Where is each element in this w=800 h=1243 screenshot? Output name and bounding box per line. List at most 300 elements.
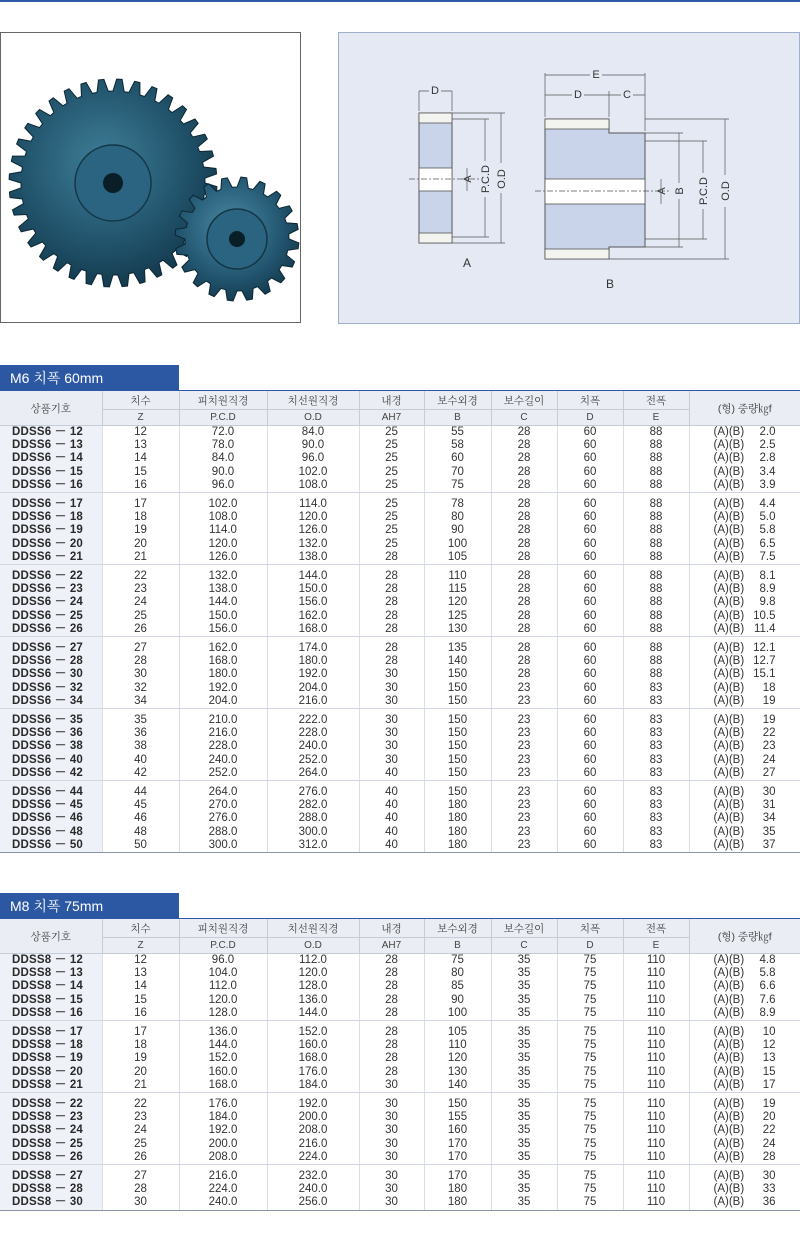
cell-hubdia: 60 xyxy=(424,452,491,465)
cell-hublen: 35 xyxy=(491,967,557,980)
cell-total: 83 xyxy=(623,682,689,695)
cell-bore: 28 xyxy=(359,655,424,668)
cell-weight xyxy=(689,610,800,623)
cell-pcd: 192.0 xyxy=(179,1124,267,1137)
cell-face: 60 xyxy=(557,637,623,656)
table-row xyxy=(0,565,800,584)
cell-pcd: 300.0 xyxy=(179,839,267,853)
cell-hubdia: 150 xyxy=(424,727,491,740)
cell-pcd: 216.0 xyxy=(179,1165,267,1184)
cell-face: 60 xyxy=(557,839,623,853)
cell-bore: 30 xyxy=(359,1093,424,1112)
cell-face: 60 xyxy=(557,682,623,695)
cell-od: 228.0 xyxy=(267,727,359,740)
gear-type: (A)(B) xyxy=(713,668,745,681)
cell-od: 102.0 xyxy=(267,466,359,479)
weight-value: 33 xyxy=(762,1183,776,1196)
table-row xyxy=(0,479,800,493)
cell-weight xyxy=(689,980,800,993)
cell-total: 83 xyxy=(623,695,689,709)
gear-type: (A)(B) xyxy=(713,967,745,980)
col-face: D xyxy=(557,938,623,954)
product-code: DDSS6 － 22 xyxy=(0,565,102,584)
cell-hubdia: 150 xyxy=(424,781,491,800)
cell-z: 15 xyxy=(102,466,179,479)
cell-hubdia: 150 xyxy=(424,682,491,695)
cell-hubdia: 150 xyxy=(424,1093,491,1112)
product-code: DDSS8 － 16 xyxy=(0,1007,102,1021)
cell-z: 30 xyxy=(102,668,179,681)
cell-weight xyxy=(689,799,800,812)
weight-value: 8.9 xyxy=(759,1006,776,1019)
cell-bore: 25 xyxy=(359,511,424,524)
cell-pcd: 204.0 xyxy=(179,695,267,709)
weight-value: 22 xyxy=(762,1124,776,1137)
cell-od: 108.0 xyxy=(267,479,359,493)
cell-total: 110 xyxy=(623,1165,689,1184)
col-hubdia: B xyxy=(424,938,491,954)
col-od-kr: 치선원직경 xyxy=(267,919,359,938)
cell-od: 174.0 xyxy=(267,637,359,656)
col-hubdia: B xyxy=(424,410,491,426)
cell-hubdia: 150 xyxy=(424,754,491,767)
table-row xyxy=(0,799,800,812)
gear-type: (A)(B) xyxy=(713,1170,745,1183)
table-row xyxy=(0,610,800,623)
type-b-section xyxy=(535,68,732,291)
cell-z: 12 xyxy=(102,426,179,440)
cell-bore: 28 xyxy=(359,980,424,993)
cell-total: 83 xyxy=(623,799,689,812)
cell-od: 224.0 xyxy=(267,1151,359,1165)
cell-face: 60 xyxy=(557,610,623,623)
product-code: DDSS6 － 24 xyxy=(0,596,102,609)
cell-od: 168.0 xyxy=(267,1052,359,1065)
cell-hubdia: 110 xyxy=(424,1039,491,1052)
weight-value: 36 xyxy=(762,1196,776,1209)
cell-weight xyxy=(689,596,800,609)
cell-bore: 30 xyxy=(359,1196,424,1210)
cell-z: 19 xyxy=(102,524,179,537)
cell-od: 156.0 xyxy=(267,596,359,609)
cell-z: 28 xyxy=(102,1183,179,1196)
cell-hublen: 28 xyxy=(491,426,557,440)
cell-hubdia: 140 xyxy=(424,655,491,668)
cell-weight xyxy=(689,695,800,709)
cell-hublen: 28 xyxy=(491,655,557,668)
cell-z: 34 xyxy=(102,695,179,709)
cell-bore: 28 xyxy=(359,1007,424,1021)
cell-pcd: 264.0 xyxy=(179,781,267,800)
weight-value: 15.1 xyxy=(753,668,776,681)
gear-type: (A)(B) xyxy=(713,452,745,465)
cell-od: 264.0 xyxy=(267,767,359,781)
cell-z: 21 xyxy=(102,1079,179,1093)
cell-weight xyxy=(689,493,800,512)
cell-total: 88 xyxy=(623,538,689,551)
cell-face: 75 xyxy=(557,1093,623,1112)
cell-face: 60 xyxy=(557,812,623,825)
cell-bore: 30 xyxy=(359,1111,424,1124)
cell-pcd: 120.0 xyxy=(179,538,267,551)
cell-weight xyxy=(689,655,800,668)
cell-z: 13 xyxy=(102,967,179,980)
cell-z: 40 xyxy=(102,754,179,767)
cell-hublen: 23 xyxy=(491,754,557,767)
weight-value: 15 xyxy=(762,1065,776,1078)
product-code: DDSS6 － 20 xyxy=(0,538,102,551)
cell-total: 88 xyxy=(623,511,689,524)
cell-face: 75 xyxy=(557,1111,623,1124)
table-row xyxy=(0,637,800,656)
cell-od: 126.0 xyxy=(267,524,359,537)
product-code: DDSS6 － 45 xyxy=(0,799,102,812)
cell-bore: 25 xyxy=(359,452,424,465)
cell-bore: 28 xyxy=(359,610,424,623)
weight-value: 6.5 xyxy=(759,537,776,550)
col-z: Z xyxy=(102,938,179,954)
cell-weight xyxy=(689,1183,800,1196)
cell-od: 240.0 xyxy=(267,740,359,753)
product-code: DDSS6 － 18 xyxy=(0,511,102,524)
cell-face: 60 xyxy=(557,551,623,565)
cell-face: 60 xyxy=(557,623,623,637)
cell-hubdia: 85 xyxy=(424,980,491,993)
cell-z: 12 xyxy=(102,954,179,968)
cell-face: 60 xyxy=(557,452,623,465)
cell-face: 60 xyxy=(557,426,623,440)
table-row xyxy=(0,781,800,800)
cell-total: 88 xyxy=(623,551,689,565)
cell-total: 88 xyxy=(623,479,689,493)
gear-type: (A)(B) xyxy=(713,954,745,966)
cell-hubdia: 90 xyxy=(424,524,491,537)
cell-z: 23 xyxy=(102,583,179,596)
col-z-kr: 치수 xyxy=(102,391,179,410)
cell-total: 88 xyxy=(623,583,689,596)
cell-z: 17 xyxy=(102,1021,179,1040)
cell-face: 75 xyxy=(557,967,623,980)
cell-hublen: 35 xyxy=(491,994,557,1007)
cell-hublen: 28 xyxy=(491,623,557,637)
cell-bore: 30 xyxy=(359,1079,424,1093)
table-row xyxy=(0,493,800,512)
gear-type: (A)(B) xyxy=(713,825,745,838)
product-code: DDSS6 － 15 xyxy=(0,466,102,479)
cell-hubdia: 125 xyxy=(424,610,491,623)
cell-pcd: 144.0 xyxy=(179,1039,267,1052)
cell-face: 75 xyxy=(557,994,623,1007)
weight-value: 5.8 xyxy=(759,524,776,537)
cell-hublen: 35 xyxy=(491,1021,557,1040)
gear-type: (A)(B) xyxy=(713,537,745,550)
cell-bore: 30 xyxy=(359,1165,424,1184)
cell-hubdia: 105 xyxy=(424,1021,491,1040)
cell-hublen: 28 xyxy=(491,466,557,479)
cell-hubdia: 115 xyxy=(424,583,491,596)
cell-hublen: 28 xyxy=(491,565,557,584)
cell-pcd: 168.0 xyxy=(179,1079,267,1093)
cell-hublen: 28 xyxy=(491,524,557,537)
table-row xyxy=(0,709,800,728)
cell-pcd: 176.0 xyxy=(179,1093,267,1112)
gear-type: (A)(B) xyxy=(713,1052,745,1065)
cell-od: 180.0 xyxy=(267,655,359,668)
spur-gear-photo-icon xyxy=(1,33,301,323)
gear-type: (A)(B) xyxy=(713,1111,745,1124)
cell-pcd: 96.0 xyxy=(179,479,267,493)
weight-value: 12 xyxy=(762,1039,776,1052)
table-row xyxy=(0,551,800,565)
table-row xyxy=(0,812,800,825)
cell-hubdia: 130 xyxy=(424,623,491,637)
cell-face: 60 xyxy=(557,583,623,596)
cell-face: 75 xyxy=(557,1079,623,1093)
col-bore-kr: 내경 xyxy=(359,919,424,938)
cell-pcd: 180.0 xyxy=(179,668,267,681)
col-hubdia-kr: 보수외경 xyxy=(424,919,491,938)
col-hublen-kr: 보수길이 xyxy=(491,919,557,938)
col-od: O.D xyxy=(267,938,359,954)
gear-type: (A)(B) xyxy=(713,550,745,563)
table-row xyxy=(0,994,800,1007)
weight-value: 9.8 xyxy=(759,596,776,609)
cell-pcd: 84.0 xyxy=(179,452,267,465)
cell-z: 22 xyxy=(102,1093,179,1112)
weight-value: 4.4 xyxy=(759,498,776,511)
cell-pcd: 150.0 xyxy=(179,610,267,623)
gear-type: (A)(B) xyxy=(713,498,745,511)
spec-table-m8 xyxy=(0,919,800,1211)
gear-type: (A)(B) xyxy=(713,727,745,740)
product-code: DDSS8 － 27 xyxy=(0,1165,102,1184)
cell-weight xyxy=(689,967,800,980)
cell-z: 14 xyxy=(102,980,179,993)
cell-hubdia: 150 xyxy=(424,740,491,753)
cell-od: 144.0 xyxy=(267,1007,359,1021)
cell-hublen: 35 xyxy=(491,1196,557,1210)
table-row xyxy=(0,524,800,537)
table-row xyxy=(0,1111,800,1124)
cell-od: 208.0 xyxy=(267,1124,359,1137)
weight-value: 8.1 xyxy=(759,570,776,583)
cell-pcd: 162.0 xyxy=(179,637,267,656)
cell-od: 276.0 xyxy=(267,781,359,800)
cell-face: 75 xyxy=(557,1183,623,1196)
weight-value: 31 xyxy=(762,799,776,812)
cell-od: 240.0 xyxy=(267,1183,359,1196)
cell-weight xyxy=(689,812,800,825)
product-code: DDSS6 － 19 xyxy=(0,524,102,537)
cell-pcd: 90.0 xyxy=(179,466,267,479)
weight-value: 12.1 xyxy=(753,642,776,655)
cell-pcd: 156.0 xyxy=(179,623,267,637)
cell-weight xyxy=(689,1021,800,1040)
cell-bore: 28 xyxy=(359,1039,424,1052)
cell-bore: 25 xyxy=(359,538,424,551)
cell-pcd: 138.0 xyxy=(179,583,267,596)
cell-od: 120.0 xyxy=(267,511,359,524)
cell-hublen: 23 xyxy=(491,727,557,740)
cell-face: 60 xyxy=(557,511,623,524)
cell-total: 110 xyxy=(623,980,689,993)
cell-od: 84.0 xyxy=(267,426,359,440)
cell-bore: 28 xyxy=(359,1021,424,1040)
gear-type: (A)(B) xyxy=(713,799,745,812)
col-total-kr: 전폭 xyxy=(623,391,689,410)
product-code: DDSS6 － 48 xyxy=(0,826,102,839)
cell-hubdia: 155 xyxy=(424,1111,491,1124)
cell-total: 88 xyxy=(623,565,689,584)
cell-od: 90.0 xyxy=(267,439,359,452)
cell-weight xyxy=(689,426,800,440)
cell-od: 300.0 xyxy=(267,826,359,839)
cell-hubdia: 90 xyxy=(424,994,491,1007)
cell-hubdia: 130 xyxy=(424,1066,491,1079)
cell-pcd: 200.0 xyxy=(179,1138,267,1151)
cell-bore: 40 xyxy=(359,781,424,800)
cell-od: 150.0 xyxy=(267,583,359,596)
gear-type: (A)(B) xyxy=(713,740,745,753)
cell-hubdia: 170 xyxy=(424,1151,491,1165)
table-row xyxy=(0,954,800,968)
cell-face: 75 xyxy=(557,1124,623,1137)
cell-od: 192.0 xyxy=(267,1093,359,1112)
cell-hubdia: 58 xyxy=(424,439,491,452)
cell-face: 60 xyxy=(557,668,623,681)
cell-hubdia: 170 xyxy=(424,1165,491,1184)
table-row xyxy=(0,967,800,980)
weight-value: 3.4 xyxy=(759,465,776,478)
cell-total: 88 xyxy=(623,452,689,465)
cell-bore: 30 xyxy=(359,740,424,753)
cell-weight xyxy=(689,994,800,1007)
cell-weight xyxy=(689,524,800,537)
col-total: E xyxy=(623,938,689,954)
cell-total: 83 xyxy=(623,740,689,753)
cell-weight xyxy=(689,709,800,728)
table-row xyxy=(0,740,800,753)
cell-hubdia: 105 xyxy=(424,551,491,565)
cell-hubdia: 150 xyxy=(424,695,491,709)
cell-weight xyxy=(689,1093,800,1112)
weight-value: 30 xyxy=(762,786,776,799)
cell-hublen: 23 xyxy=(491,709,557,728)
cell-bore: 40 xyxy=(359,767,424,781)
section-title-m8: M8 치폭 75mm xyxy=(0,893,179,919)
col-hublen-kr: 보수길이 xyxy=(491,391,557,410)
cell-hubdia: 180 xyxy=(424,1196,491,1210)
cell-pcd: 120.0 xyxy=(179,994,267,1007)
cell-total: 110 xyxy=(623,1021,689,1040)
cell-hublen: 28 xyxy=(491,551,557,565)
cell-total: 88 xyxy=(623,524,689,537)
product-code: DDSS6 － 23 xyxy=(0,583,102,596)
cell-od: 136.0 xyxy=(267,994,359,1007)
product-code: DDSS8 － 18 xyxy=(0,1039,102,1052)
cell-pcd: 184.0 xyxy=(179,1111,267,1124)
cell-bore: 28 xyxy=(359,1052,424,1065)
cell-weight xyxy=(689,781,800,800)
cell-weight xyxy=(689,511,800,524)
cell-bore: 40 xyxy=(359,812,424,825)
cell-z: 22 xyxy=(102,565,179,584)
cell-z: 16 xyxy=(102,1007,179,1021)
weight-value: 28 xyxy=(762,1150,776,1163)
cell-z: 20 xyxy=(102,1066,179,1079)
cell-hubdia: 180 xyxy=(424,1183,491,1196)
gear-type: (A)(B) xyxy=(713,812,745,825)
weight-value: 7.5 xyxy=(759,550,776,563)
cell-od: 132.0 xyxy=(267,538,359,551)
cell-pcd: 192.0 xyxy=(179,682,267,695)
cell-total: 110 xyxy=(623,1007,689,1021)
cell-z: 27 xyxy=(102,1165,179,1184)
cell-hublen: 35 xyxy=(491,980,557,993)
cell-weight xyxy=(689,1196,800,1210)
cell-z: 13 xyxy=(102,439,179,452)
product-code: DDSS6 － 30 xyxy=(0,668,102,681)
cell-pcd: 102.0 xyxy=(179,493,267,512)
cell-total: 88 xyxy=(623,493,689,512)
cell-hublen: 23 xyxy=(491,695,557,709)
cell-total: 88 xyxy=(623,439,689,452)
cell-hublen: 23 xyxy=(491,767,557,781)
cell-weight xyxy=(689,452,800,465)
col-face-kr: 치폭 xyxy=(557,919,623,938)
cell-pcd: 224.0 xyxy=(179,1183,267,1196)
table-row xyxy=(0,727,800,740)
gear-type: (A)(B) xyxy=(713,426,745,438)
cell-weight xyxy=(689,565,800,584)
col-code: 상품기호 xyxy=(0,391,102,426)
cell-od: 120.0 xyxy=(267,967,359,980)
cell-hublen: 28 xyxy=(491,439,557,452)
col-hublen: C xyxy=(491,410,557,426)
gear-type: (A)(B) xyxy=(713,1183,745,1196)
cell-z: 50 xyxy=(102,839,179,853)
cell-pcd: 210.0 xyxy=(179,709,267,728)
cell-total: 88 xyxy=(623,426,689,440)
gear-type: (A)(B) xyxy=(713,1124,745,1137)
cell-face: 75 xyxy=(557,1151,623,1165)
product-code: DDSS6 － 27 xyxy=(0,637,102,656)
product-code: DDSS6 － 34 xyxy=(0,695,102,709)
cell-hublen: 35 xyxy=(491,1151,557,1165)
cell-od: 162.0 xyxy=(267,610,359,623)
cell-total: 110 xyxy=(623,1138,689,1151)
gear-type: (A)(B) xyxy=(713,1078,745,1091)
weight-value: 18 xyxy=(762,681,776,694)
cell-od: 128.0 xyxy=(267,980,359,993)
table-row xyxy=(0,1183,800,1196)
cell-bore: 30 xyxy=(359,754,424,767)
dim-od-a: O.D xyxy=(496,169,508,189)
cell-od: 112.0 xyxy=(267,954,359,968)
cell-z: 46 xyxy=(102,812,179,825)
cell-hublen: 28 xyxy=(491,668,557,681)
cell-weight xyxy=(689,551,800,565)
cell-od: 96.0 xyxy=(267,452,359,465)
cell-pcd: 108.0 xyxy=(179,511,267,524)
product-code: DDSS6 － 50 xyxy=(0,839,102,853)
product-code: DDSS8 － 28 xyxy=(0,1183,102,1196)
weight-value: 4.8 xyxy=(759,954,776,966)
weight-value: 13 xyxy=(762,1052,776,1065)
cell-hublen: 23 xyxy=(491,839,557,853)
cell-z: 25 xyxy=(102,610,179,623)
cell-total: 83 xyxy=(623,812,689,825)
